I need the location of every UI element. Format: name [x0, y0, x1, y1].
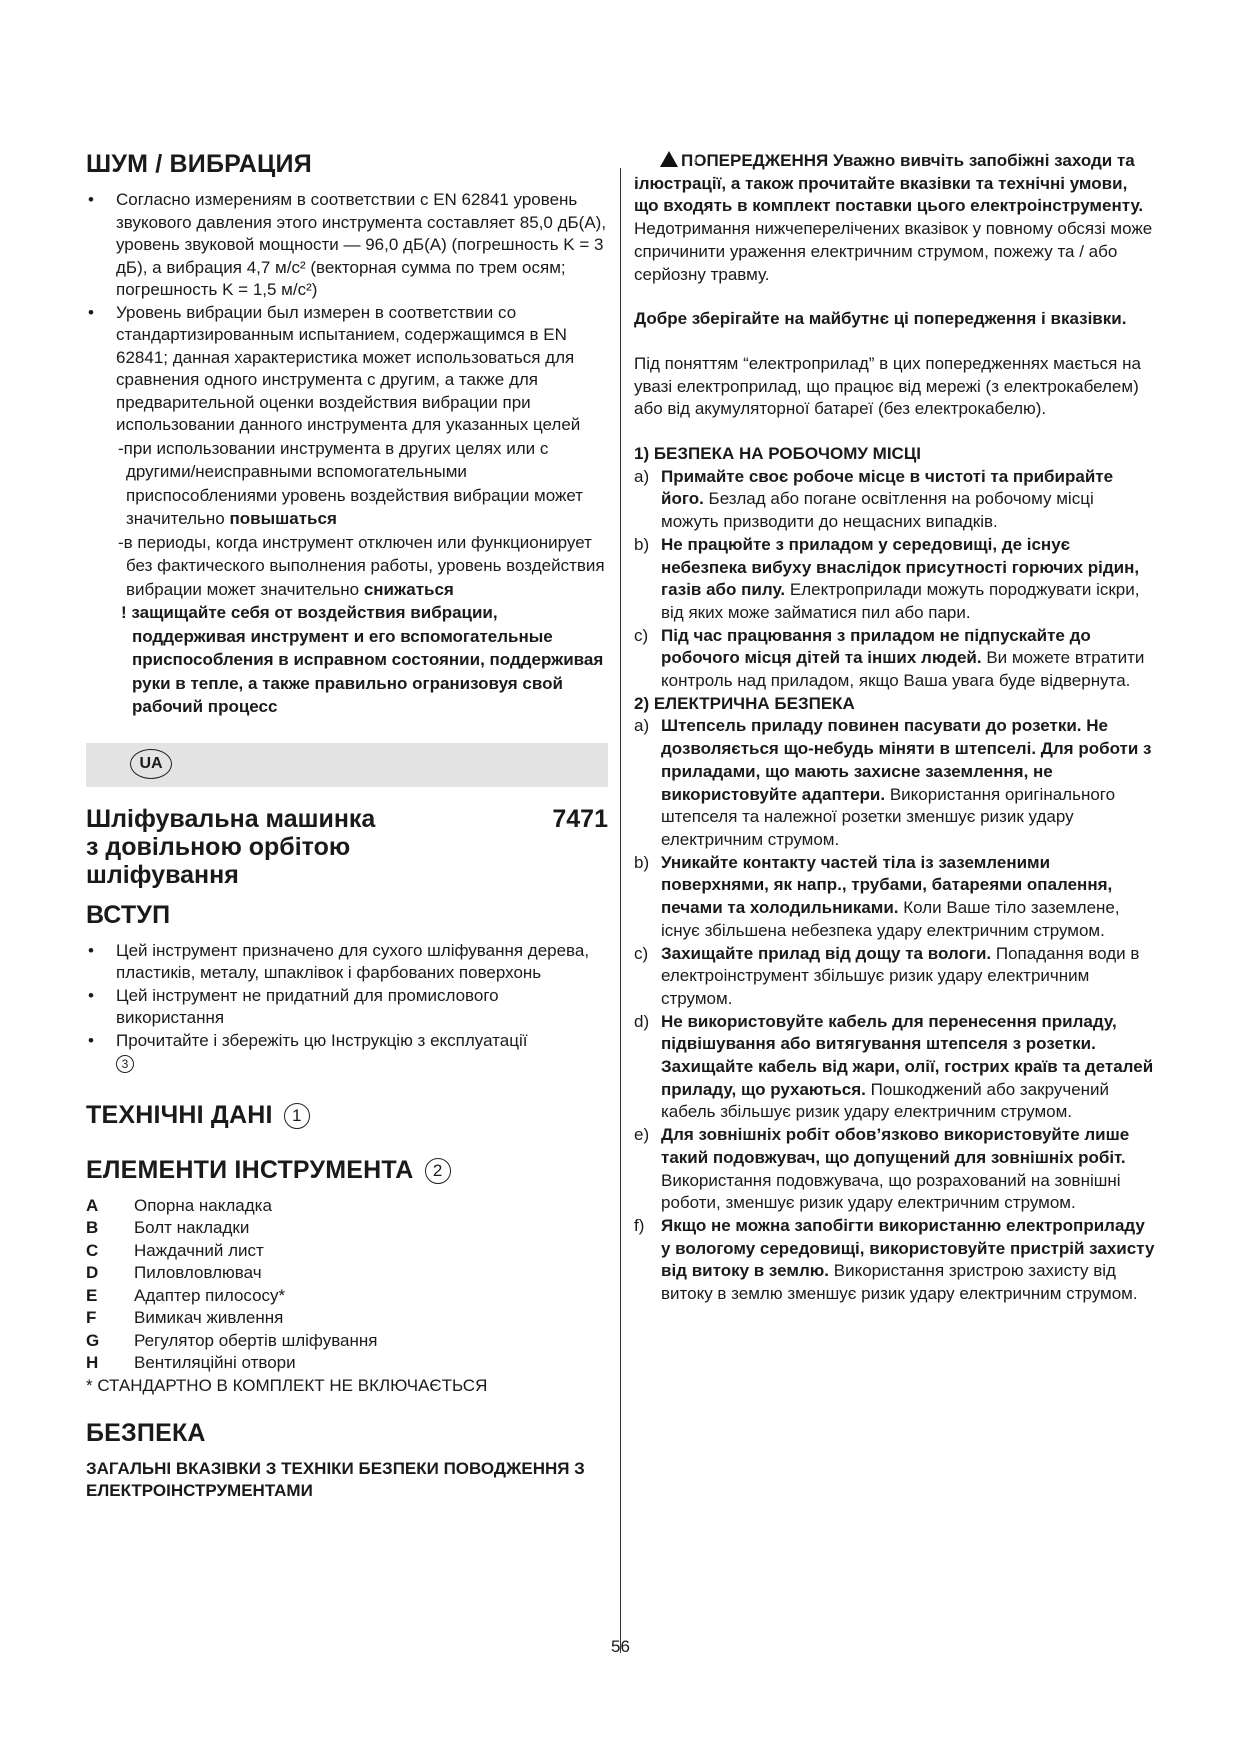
tech-data-title-text: ТЕХНІЧНІ ДАНІ [86, 1100, 273, 1129]
part-row [86, 1330, 608, 1353]
noise-bullet-2: • Уровень вибрации был измерен в соответствии со стандартизированным испытанием, содержащимся в EN 62841; данная характеристика может использоваться для сравнения одного инструмента с другим, а также для предварительной оценки воздействия вибрации при использовании данного инструмента для указанных целей [86, 302, 608, 437]
intro-bullet-2: • Цей інструмент не придатний для промислового використання [86, 985, 608, 1030]
part-row [86, 1285, 608, 1308]
part-letter: G [86, 1330, 100, 1350]
figure-ref-1: 1 [284, 1103, 310, 1129]
intro-bullet-3-text: Прочитайте і збережіть цю Інструкцію з експлуатації [116, 1030, 528, 1050]
part-row [86, 1195, 608, 1218]
part-label: Опорна накладка [134, 1195, 272, 1215]
item-letter: c) [634, 625, 649, 645]
noise-bullet-1: • Согласно измерениям в соответствии с EN 62841 уровень звукового давления этого инструмента составляет 85,0 дБ(A), уровень звуковой мощности — 96,0 дБ(A) (погрешность K = 3 дБ), а вибрация 4,7 м/с² (векторная сумма по трем осям; погрешность K = 1,5 м/с²) [86, 189, 608, 302]
part-row [86, 1307, 608, 1330]
product-number: 7471 [552, 804, 608, 833]
section-2-item-d [634, 1011, 1156, 1125]
item-letter: a) [634, 466, 650, 486]
item-bold: Захищайте прилад від дощу та вологи. [661, 943, 992, 963]
item-letter: a) [634, 716, 650, 736]
part-letter: A [86, 1195, 99, 1215]
item-letter: e) [634, 1125, 650, 1145]
left-column [86, 150, 608, 1502]
column-divider [620, 168, 621, 1653]
item-letter: f) [634, 1215, 645, 1235]
language-badge: UA [130, 749, 172, 779]
intro-bullet-1: • Цей інструмент призначено для сухого шліфування дерева, пластиків, металу, шпаклівок і фарбованих поверхонь [86, 940, 608, 985]
section-2-title: 2) ЕЛЕКТРИЧНА БЕЗПЕКА [634, 693, 855, 713]
item-text: Безлад або погане освітлення на робочому місці можуть призводити до нещасних випадків. [661, 489, 1094, 532]
product-header [86, 805, 608, 889]
item-bold: Штепсель приладу повинен пасувати до розетки. Не дозволяється що-небудь міняти в штепселі. Для роботи з приладами, що мають захисне заземлення, не використовуйте адаптери. [661, 716, 1152, 804]
intro-bullet-3 [86, 1030, 608, 1075]
item-letter: b) [634, 852, 650, 872]
part-label: Болт накладки [134, 1218, 250, 1237]
part-row [86, 1240, 608, 1263]
warning-text: Недотримання нижчеперелічених вказівок у повному обсязі може спричинити ураження електричним струмом, пожежу та / або серйозну травму. [634, 219, 1153, 284]
warning-bold: ПОПЕРЕДЖЕННЯ Уважно вивчіть запобіжні заходи та ілюстрації, а також прочитайте вказівки та технічні умови, що входять в комплект поставки цього електроінструменту. [634, 151, 1144, 216]
item-letter: d) [634, 1011, 650, 1031]
part-row [86, 1262, 608, 1285]
part-row [86, 1217, 608, 1240]
note-increase-text: -при использовании инструмента в других целях или с другими/неисправными вспомогательными приспособлениями уровень воздействия вибрации может значительно [118, 438, 584, 528]
item-text: Використання оригінального штепселя та належної розетки зменшує ризик удару електричним струмом. [661, 784, 1116, 849]
item-letter: c) [634, 943, 649, 963]
intro-bullets [86, 940, 608, 1075]
part-letter: F [86, 1308, 97, 1327]
part-label: Вентиляційні отвори [134, 1353, 296, 1372]
page-number: 56 [611, 1637, 630, 1656]
part-letter: B [86, 1218, 99, 1237]
warning-paragraph [634, 150, 1156, 286]
figure-ref-2: 2 [425, 1158, 451, 1184]
part-label: Адаптер пилососу* [134, 1285, 286, 1305]
keep-instructions-note: Добре зберігайте на майбутнє ці попередження і вказівки. [634, 309, 1127, 329]
note-increase-bold: повышаться [229, 509, 337, 528]
language-bar [86, 743, 608, 787]
section-1-item-c [634, 625, 1156, 693]
item-text: Електроприлади можуть породжувати іскри, від яких може займатися пил або пари. [661, 580, 1140, 622]
part-letter: E [86, 1285, 98, 1305]
section-2-item-c [634, 943, 1156, 1011]
section-2-item-f [634, 1215, 1156, 1306]
item-bold: Не використовуйте кабель для перенесення приладу, підвішування або витягування штепселя з розетки. Захищайте кабель від жари, олії, гострих країв та деталей приладу, що рухаються. [661, 1011, 1154, 1099]
section-2-item-a [634, 715, 1156, 851]
item-bold: Не працюйте з приладом у середовищі, де існує небезпека вибуху внаслідок присутності горючих рідин, газів або пилу. [661, 534, 1140, 600]
part-letter: C [86, 1240, 99, 1260]
section-1-item-b [634, 534, 1156, 625]
parts-note: * СТАНДАРТНО В КОМПЛЕКТ НЕ ВКЛЮЧАЄТЬСЯ [86, 1375, 488, 1395]
elements-title-text: ЕЛЕМЕНТИ ІНСТРУМЕНТА [86, 1155, 414, 1184]
product-name: Шліфувальна машинка з довільною орбітою шліфування [86, 804, 376, 889]
part-label: Наждачний лист [134, 1240, 264, 1260]
part-letter: H [86, 1353, 99, 1372]
item-letter: b) [634, 534, 650, 554]
warning-triangle-icon [660, 151, 678, 167]
right-column [634, 150, 1156, 1306]
safety-title: БЕЗПЕКА [86, 1419, 206, 1447]
item-text: Попадання води в електроінструмент збільшує ризик удару електричним струмом. [661, 943, 1140, 1008]
part-label: Пиловловлювач [134, 1263, 262, 1282]
item-bold: Для зовнішніх робіт обов’язково використовуйте лише такий подовжувач, що допущений для зовнішніх робіт. [661, 1125, 1130, 1167]
note-decrease-text: -в периоды, когда инструмент отключен или функционирует без фактического выполнения работы, уровень воздействия вибрации может значительно [118, 532, 605, 599]
noise-bullets [86, 189, 608, 437]
part-label: Регулятор обертів шліфування [134, 1330, 378, 1350]
item-bold: Якщо не можна запобігти використанню електроприладу у вологому середовищі, використовуйте пристрій захисту від витоку в землю. [661, 1215, 1155, 1281]
item-bold: Примайте своє робоче місце в чистоті та прибирайте його. [661, 466, 1114, 509]
parts-list [86, 1195, 608, 1398]
figure-ref-3: 3 [116, 1055, 134, 1073]
section-1-item-a [634, 466, 1156, 534]
definition-paragraph: Під поняттям “електроприлад” в цих попередженнях мається на увазі електроприлад, що працює від мережі (з електрокабелем) або від акумуляторної батареї (без електрокабелю). [634, 353, 1141, 419]
section-2-item-e [634, 1124, 1156, 1215]
section-2-item-b [634, 852, 1156, 943]
item-text: Ви можете втратити контроль над приладом, якщо Ваша увага буде відвернута. [661, 648, 1145, 691]
part-row [86, 1352, 608, 1375]
vibration-warning-text: ! защищайте себя от воздействия вибрации, поддерживая инструмент и его вспомогательные приспособления в исправном состоянии, поддерживая руки в тепле, а также правильно огранизовуя свой рабочий процесс [121, 603, 604, 716]
vibration-note-increase [86, 437, 608, 531]
elements-title [86, 1156, 608, 1185]
note-decrease-bold: снижаться [363, 579, 454, 599]
item-text: Коли Ваше тіло заземлене, існує збільшена небезпека удару електричним струмом. [661, 898, 1120, 940]
vibration-note-decrease [86, 531, 608, 602]
item-bold: Уникайте контакту частей тіла із заземленими поверхнями, як напр., трубами, батареями опалення, печами та холодильниками. [661, 852, 1113, 918]
safety-subtitle: ЗАГАЛЬНІ ВКАЗІВКИ З ТЕХНІКИ БЕЗПЕКИ ПОВОДЖЕННЯ З ЕЛЕКТРОІНСТРУМЕНТАМИ [86, 1459, 585, 1500]
item-text: Пошкоджений або закручений кабель збільшує ризик удару електричним струмом. [661, 1079, 1110, 1122]
item-text: Використання подовжувача, що розрахований на зовнішні роботи, зменшує ризик удару електричним струмом. [661, 1170, 1121, 1213]
item-bold: Під час працювання з приладом не підпускайте до робочого місця дітей та інших людей. [661, 625, 1091, 668]
intro-title: ВСТУП [86, 900, 171, 929]
noise-title: ШУМ / ВИБРАЦИЯ [86, 150, 312, 178]
tech-data-title [86, 1101, 608, 1130]
item-text: Використання зристрою захисту від витоку в землю зменшує ризик удару електричним струмом. [661, 1261, 1138, 1304]
part-label: Вимикач живлення [134, 1308, 284, 1327]
section-1-title: 1) БЕЗПЕКА НА РОБОЧОМУ МІСЦІ [634, 444, 921, 464]
part-letter: D [86, 1263, 99, 1282]
vibration-warning [86, 601, 608, 719]
